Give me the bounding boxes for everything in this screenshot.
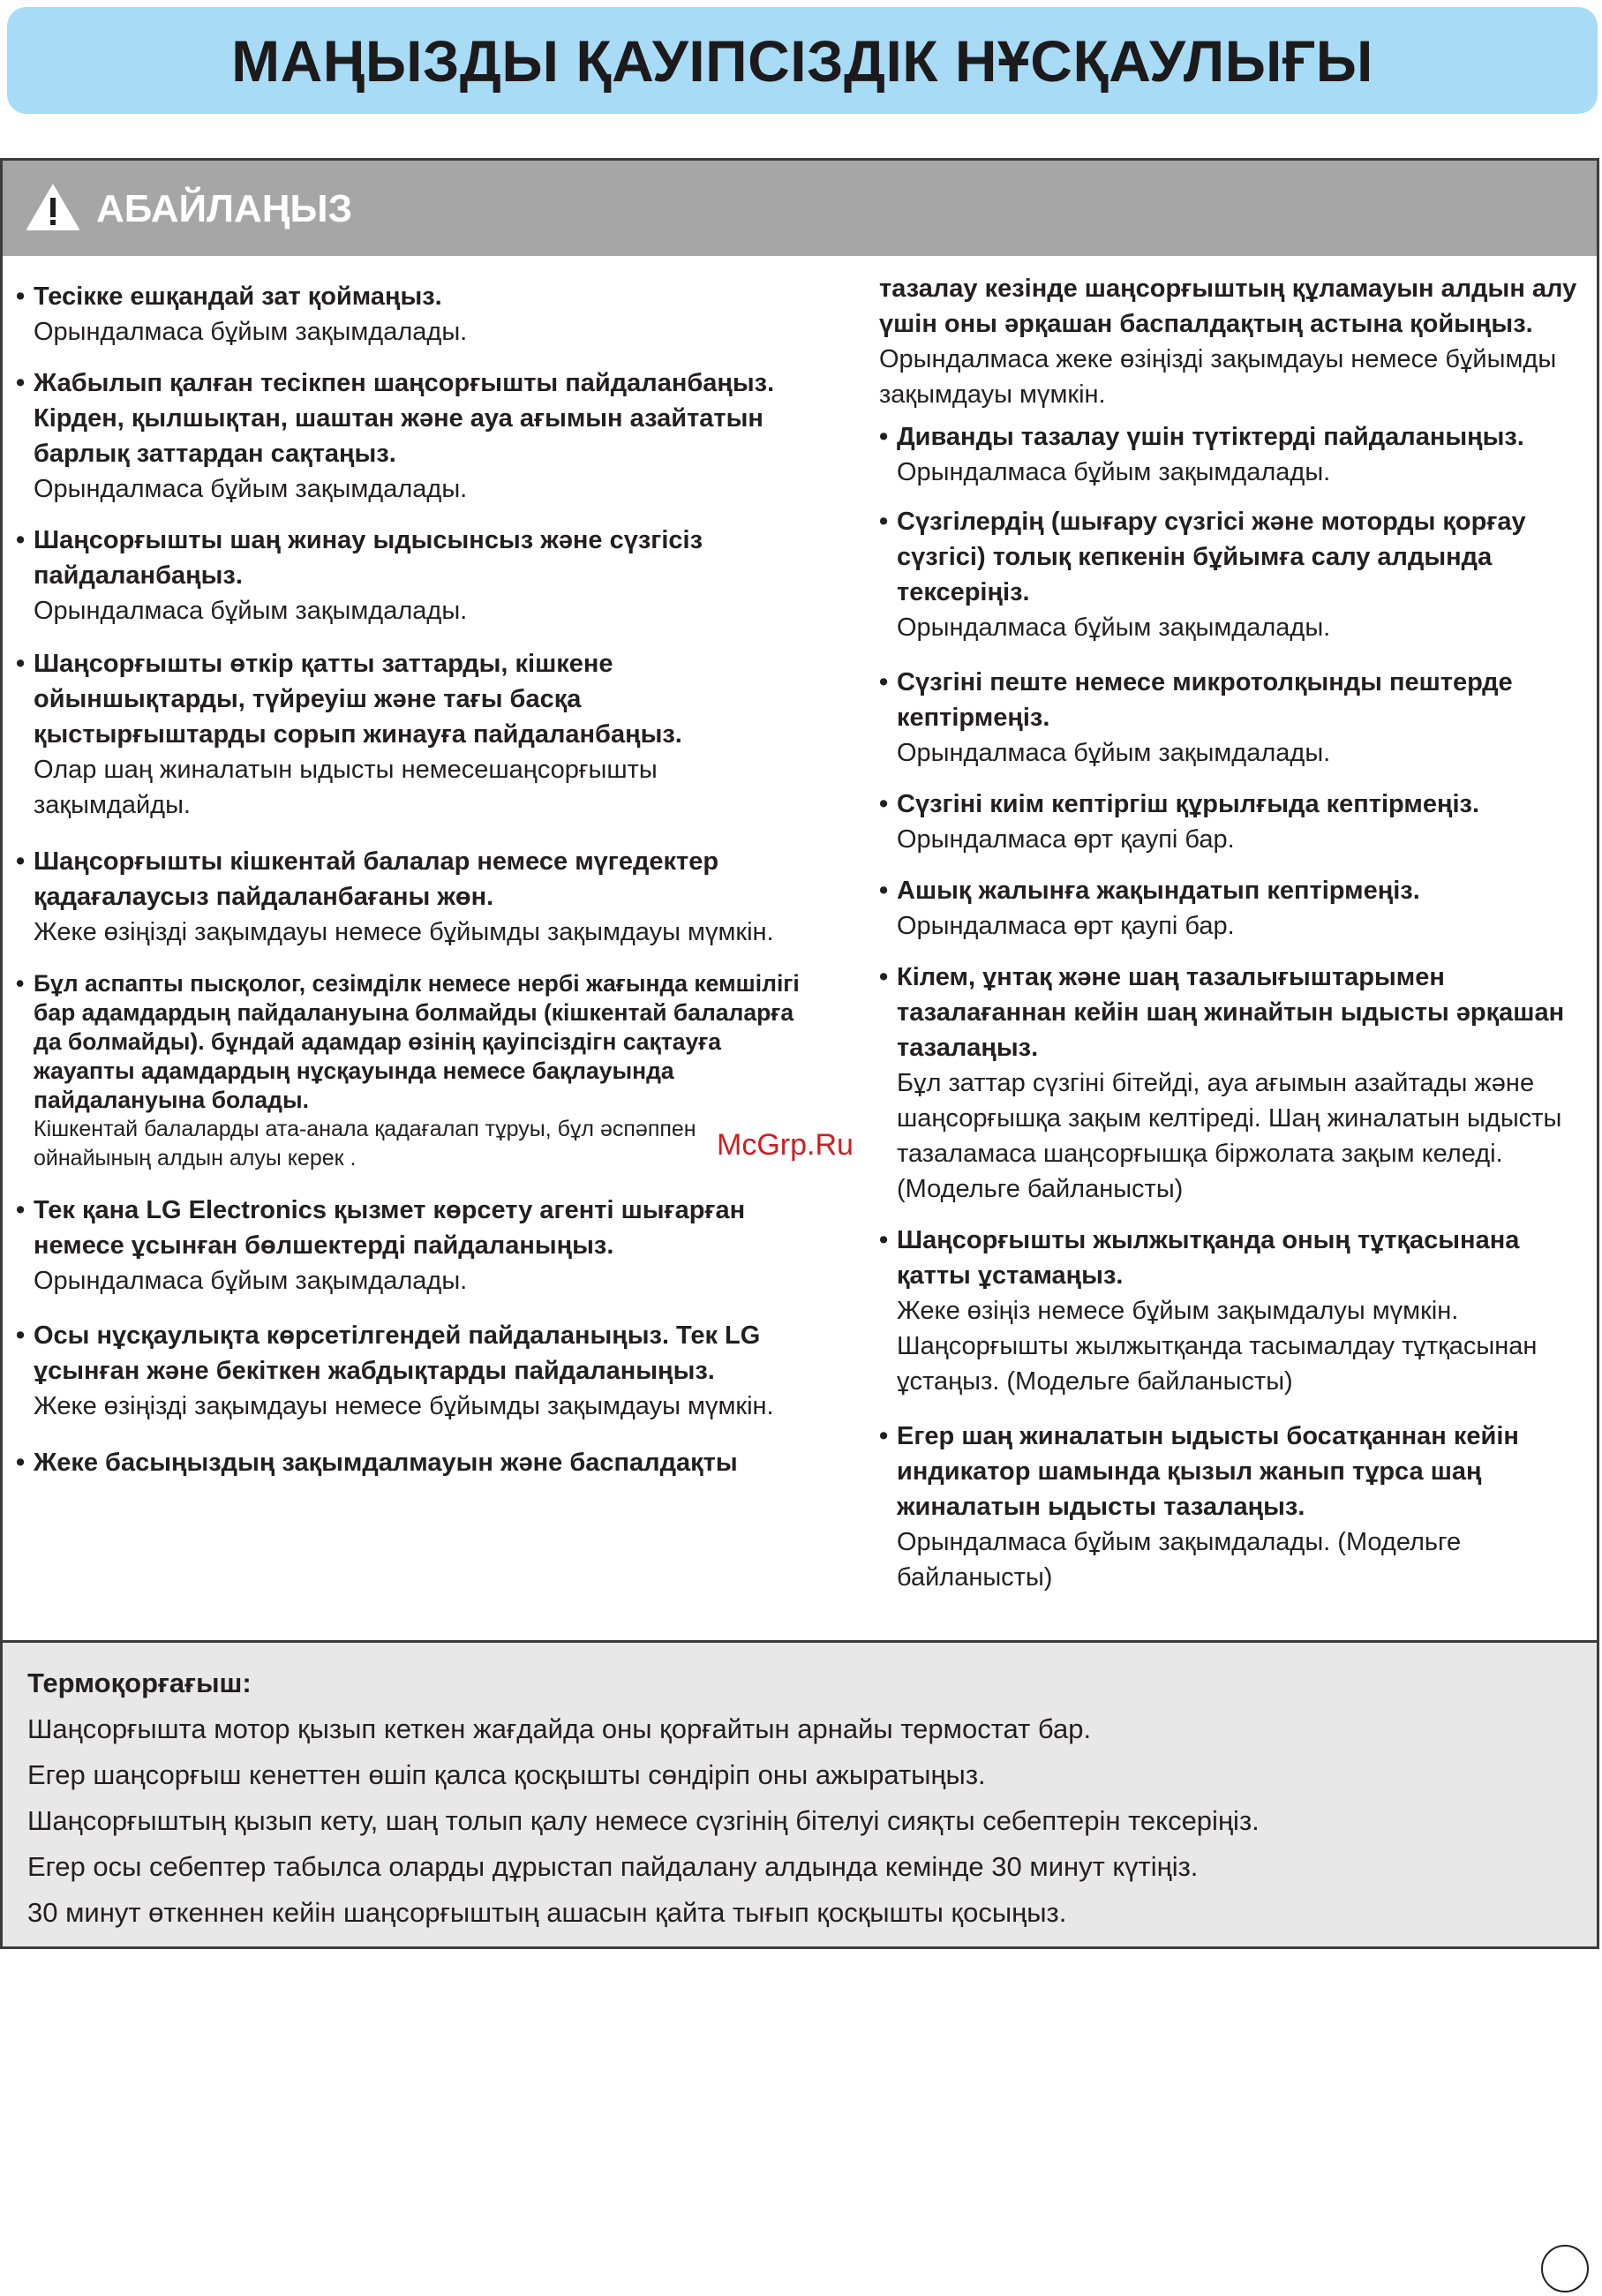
bullet-icon: • — [879, 790, 889, 818]
left-column — [16, 279, 810, 1480]
item-warning-text: Шаңсорғышты жылжытқанда оның тұтқасынана қатты ұстамаңыз. — [897, 1226, 1520, 1290]
safety-item — [879, 271, 1594, 412]
safety-item — [16, 1193, 810, 1299]
item-warning-text: Сүзгілердің (шығару сүзгісі және моторды қорғау сүзгісі) толық кепкенін бұйымға салу алдында тексеріңіз. — [897, 508, 1526, 606]
bullet-icon: • — [879, 877, 889, 905]
item-consequence-text: Орындалмаса өрт қаупі бар. — [897, 912, 1235, 940]
item-consequence-text: Орындалмаса өрт қаупі бар. — [897, 825, 1235, 854]
bullet-icon: • — [16, 970, 25, 997]
bullet-icon: • — [16, 847, 26, 876]
bullet-icon: • — [16, 650, 26, 678]
item-warning-text: Жабылып қалған тесікпен шаңсорғышты пайдаланбаңыз. Кірден, қылшықтан, шаштан және ауа ағымын азайтатын барлық заттардан сақтаңыз. — [34, 369, 775, 468]
safety-item — [16, 844, 810, 950]
item-consequence-text: Орындалмаса бұйым зақымдалады. — [897, 739, 1331, 767]
thermo-protection-box — [3, 1640, 1597, 1946]
item-consequence-text: Орындалмаса бұйым зақымдалады. — [34, 318, 468, 346]
title-banner — [7, 7, 1598, 114]
item-consequence-text: Жеке өзіңізді зақымдауы немесе бұйымды зақымдауы мүмкін. — [34, 918, 774, 946]
item-consequence-text: Жеке өзіңізді зақымдауы немесе бұйымды зақымдауы мүмкін. — [34, 1392, 774, 1420]
right-column — [879, 271, 1594, 1595]
safety-item — [16, 523, 810, 629]
bullet-icon: • — [16, 1321, 26, 1350]
item-warning-text: Шаңсорғышты өткір қатты заттарды, кішкене ойыншықтарды, түйреуіш және тағы басқа қыстырғыштарды сорып жинауға пайдаланбаңыз. — [34, 650, 682, 749]
bullet-icon: • — [16, 1449, 26, 1477]
item-warning-text: Егер шаң жиналатын ыдысты босатқаннан кейін индикатор шамында қызыл жанып тұрса шаң жиналатын ыдысты тазалаңыз. — [897, 1422, 1519, 1521]
safety-item — [16, 279, 810, 350]
item-warning-text: Осы нұсқаулықта көрсетілгендей пайдаланыңыз. Тек LG ұсынған және бекіткен жабдықтарды пайдаланыңыз. — [34, 1321, 761, 1385]
bullet-icon: • — [879, 1422, 889, 1450]
bullet-icon: • — [879, 668, 889, 696]
item-warning-text: Сүзгіні киім кептіргіш құрылғыда кептірмеңіз. — [897, 790, 1480, 818]
thermo-line: Шаңсорғышта мотор қызып кеткен жағдайда оны қорғайтын арнайы термостат бар. — [27, 1713, 1092, 1744]
item-warning-text: Тесікке ешқандай зат қоймаңыз. — [34, 282, 442, 311]
bullet-icon: • — [879, 508, 889, 536]
page-title: МАҢЫЗДЫ ҚАУІПСІЗДІК НҰСҚАУЛЫҒЫ — [231, 27, 1373, 94]
item-warning-text: Кілем, ұнтақ және шаң тазалығыштарымен тазалағаннан кейін шаң жинайтын ыдысты әрқашан тазалаңыз. — [897, 963, 1565, 1062]
caution-header — [3, 161, 1597, 256]
thermo-line: Егер осы себептер табылса оларды дұрыстап пайдалану алдында кемінде 30 минут күтіңіз. — [27, 1851, 1199, 1882]
safety-item — [879, 1419, 1594, 1595]
item-warning-text: Диванды тазалау үшін түтіктерді пайдаланыңыз. — [897, 423, 1524, 451]
item-warning-text: Бұл аспапты пысқолог, сезімділк немесе нербі жағында кемшілігі бар адамдардың пайдалануына болмайды (кішкентай балаларға да болмайды). бұндай адамдар өзінің қауіпсіздігн сақтауға жауапты адамдардың нұсқауында немесе бақлауында пайдалануына болады. — [34, 970, 800, 1113]
safety-item — [16, 365, 810, 507]
warning-triangle-icon — [26, 184, 80, 231]
safety-item — [879, 787, 1594, 857]
safety-item — [16, 646, 810, 823]
bullet-icon: • — [879, 1226, 889, 1254]
item-consequence-text: Кішкентай балаларды ата-анала қадағалап тұруы, бұл әспәппен ойнайының алдын алуы керек . — [34, 1117, 696, 1171]
item-warning-text: Ашық жалынға жақындатып кептірмеңіз. — [897, 877, 1420, 905]
safety-item — [16, 1318, 810, 1424]
item-consequence-text: Орындалмаса бұйым зақымдалады. (Модельге байланысты) — [897, 1528, 1462, 1592]
watermark: McGrp.Ru — [717, 1128, 854, 1162]
thermo-line: Шаңсорғыштың қызып кету, шаң толып қалу немесе сүзгінің бітелуі сияқты себептерін тексеріңіз. — [27, 1805, 1260, 1836]
thermo-line: 30 минут өткеннен кейін шаңсорғыштың ашасын қайта тығып қосқышты қосыңыз. — [27, 1897, 1067, 1928]
bullet-icon: • — [16, 1196, 26, 1224]
bullet-icon: • — [16, 282, 26, 311]
thermo-line: Егер шаңсорғыш кенеттен өшіп қалса қосқышты сөндіріп оны ажыратыңыз. — [27, 1759, 986, 1790]
item-consequence-text: Бұл заттар сүзгіні бітейді, ауа ағымын азайтады және шаңсорғышқа зақым келтіреді. Шаң жиналатын ыдысты тазаламаса шаңсорғышқа біржолата зақым келеді. (Модельге байланысты) — [897, 1069, 1562, 1203]
bullet-icon: • — [16, 369, 26, 397]
item-warning-text: Тек қана LG Electronics қызмет көрсету агенті шығарған немесе ұсынған бөлшектерді пайдаланыңыз. — [34, 1196, 746, 1260]
safety-item — [879, 504, 1594, 645]
safety-item — [879, 1223, 1594, 1399]
safety-item — [16, 969, 810, 1173]
item-warning-text: Шаңсорғышты кішкентай балалар немесе мүгедектер қадағалаусыз пайдаланбағаны жөн. — [34, 847, 719, 911]
item-consequence-text: Орындалмаса бұйым зақымдалады. — [897, 458, 1331, 486]
bullet-icon: • — [879, 423, 889, 451]
safety-item — [879, 419, 1594, 490]
safety-item — [879, 960, 1594, 1207]
item-warning-text: Шаңсорғышты шаң жинау ыдысынсыз және сүзгісіз пайдаланбаңыз. — [34, 526, 703, 590]
thermo-title: Термоқорғағыш: — [27, 1667, 252, 1698]
caution-label: АБАЙЛАҢЫЗ — [96, 187, 353, 230]
bullet-icon: • — [879, 963, 889, 991]
item-consequence-text: Орындалмаса бұйым зақымдалады. — [897, 614, 1331, 642]
safety-item — [879, 665, 1594, 771]
item-consequence-text: Жеке өзіңіз немесе бұйым зақымдалуы мүмкін. Шаңсорғышты жылжытқанда тасымалдау тұтқасынан ұстаңыз. (Модельге байланысты) — [897, 1297, 1538, 1396]
item-warning-text: Сүзгіні пеште немесе микротолқынды пештерде кептірмеңіз. — [897, 668, 1513, 732]
item-warning-text: тазалау кезінде шаңсорғыштың құламауын алдын алу үшін оны әрқашан баспалдақтың астына қойыңыз. — [879, 275, 1577, 338]
item-consequence-text: Орындалмаса бұйым зақымдалады. — [34, 475, 468, 503]
safety-item — [16, 1445, 810, 1480]
item-warning-text: Жеке басыңыздың зақымдалмауын және баспалдақты — [34, 1449, 738, 1477]
safety-item — [879, 873, 1594, 944]
item-consequence-text: Орындалмаса бұйым зақымдалады. — [34, 1267, 468, 1295]
bullet-icon: • — [16, 526, 26, 554]
item-consequence-text: Орындалмаса бұйым зақымдалады. — [34, 597, 468, 625]
item-consequence-text: Олар шаң жиналатын ыдысты немесешаңсорғышты зақымдайды. — [34, 756, 658, 819]
item-consequence-text: Орындалмаса жеке өзіңізді зақымдауы немесе бұйымды зақымдауы мүмкін. — [879, 345, 1557, 409]
page-number-circle — [1541, 2245, 1589, 2292]
